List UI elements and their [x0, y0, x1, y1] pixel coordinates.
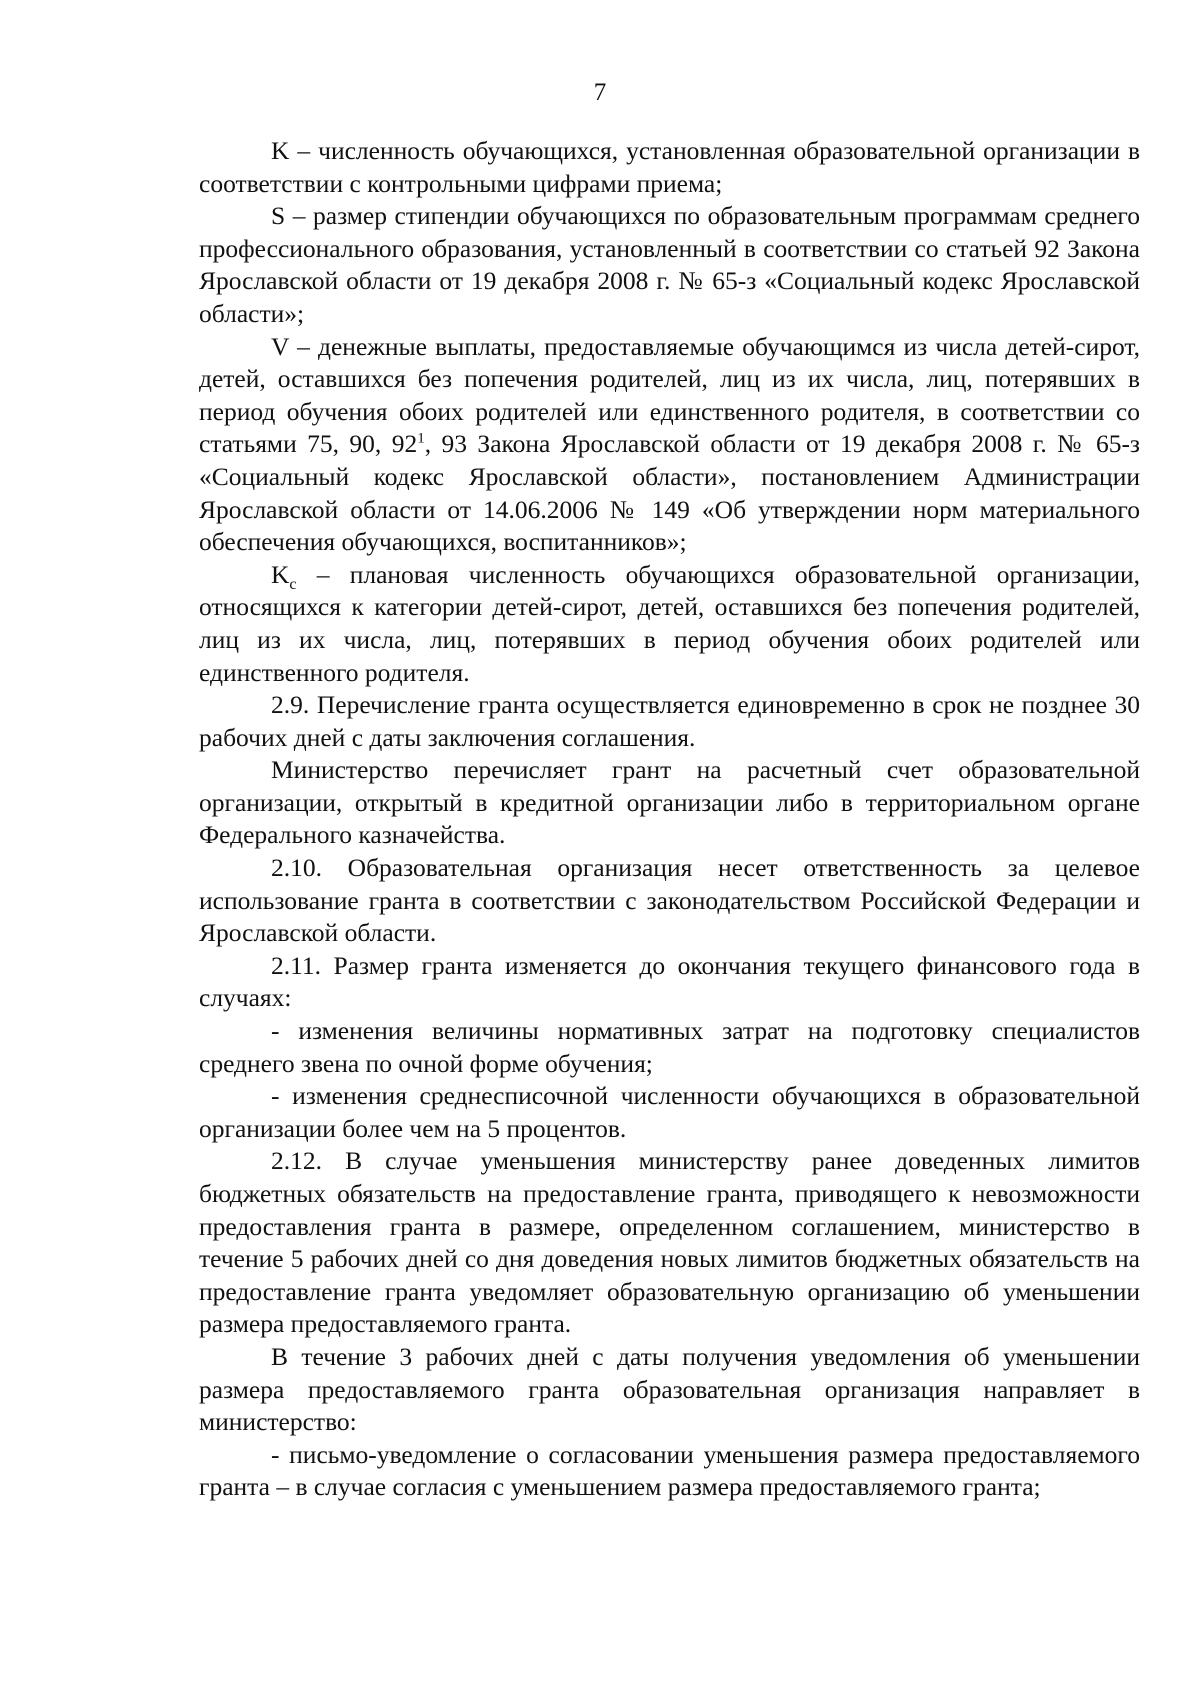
superscript: 1	[417, 430, 425, 447]
paragraph-text: K – численность обучающихся, установленная образовательной организации в соответствии с контрольными цифрами приема;	[199, 136, 1140, 198]
paragraph-text: - изменения величины нормативных затрат на подготовку специалистов среднего звена по очной форме обучения;	[199, 1016, 1140, 1078]
paragraph-s-definition	[199, 200, 1140, 330]
paragraph-kc-definition	[199, 559, 1140, 689]
paragraph-2-11	[199, 950, 1140, 1015]
paragraph-2-10	[199, 852, 1140, 950]
paragraph-text: V – денежные выплаты, предоставляемые обучающимся из числа детей-сирот, детей, оставшихся без попечения родителей, лиц из их числа, лиц, потерявших в период обучения обоих родителей или единственного родителя, в соответствии со статьями 75, 90, 92	[199, 331, 1140, 459]
paragraph-2-9	[199, 689, 1140, 754]
paragraph-text: 2.10. Образовательная организация несет ответственность за целевое использование гранта в соответствии с законодательством Российской Федерации и Ярославской области.	[199, 853, 1140, 948]
paragraph-text: S – размер стипендии обучающихся по образовательным программам среднего профессионального образования, установленный в соответствии со статьей 92 Закона Ярославской области от 19 декабря 2008 г. № 65-з «Социальный кодекс Ярославской области»;	[199, 201, 1140, 328]
paragraph-text: K	[271, 559, 290, 589]
paragraph-text: - письмо-уведомление о согласовании уменьшения размера предоставляемого гранта – в случае согласия с уменьшением размера предоставляемого гранта;	[199, 1439, 1140, 1502]
list-item-student-count	[199, 1080, 1140, 1145]
paragraph-text: – плановая численность обучающихся образовательной организации, относящихся к категории детей-сирот, детей, оставшихся без попечения родителей, лиц из их числа, лиц, потерявших в период обучения обоих родителей или единственного родителя.	[199, 559, 1140, 687]
paragraph-notification-period	[199, 1341, 1140, 1439]
paragraph-text: Министерство перечисляет грант на расчетный счет образовательной организации, открытый в кредитной организации либо в территориальном органе Федерального казначейства.	[199, 755, 1140, 850]
paragraph-text: В течение 3 рабочих дней с даты получения уведомления об уменьшении размера предоставляемого гранта образовательная организация направляет в министерство:	[199, 1341, 1140, 1437]
paragraph-v-definition	[199, 331, 1140, 559]
paragraph-text: 2.11. Размер гранта изменяется до окончания текущего финансового года в случаях:	[199, 950, 1140, 1013]
paragraph-text: , 93 Закона Ярославской области от 19 декабря 2008 г. № 65-з «Социальный кодекс Ярославской области», постановлением Администрации Ярославской области от 14.06.2006 № 149 «Об утверждении норм материального обеспечения обучающихся, воспитанников»;	[199, 429, 1141, 557]
paragraph-text: 2.9. Перечисление гранта осуществляется единовременно в срок не позднее 30 рабочих дней с даты заключения соглашения.	[199, 690, 1140, 752]
paragraph-ministry-transfer	[199, 754, 1140, 852]
paragraph-2-12	[199, 1145, 1140, 1341]
paragraph-text: 2.12. В случае уменьшения министерству ранее доведенных лимитов бюджетных обязательств на предоставление гранта, приводящего к невозможности предоставления гранта в размере, определенном соглашением, министерство в течение 5 рабочих дней со дня доведения новых лимитов бюджетных обязательств на предоставление гранта уведомляет образовательную организацию об уменьшении размера предоставляемого гранта.	[199, 1146, 1140, 1339]
list-item-normative-costs	[199, 1015, 1140, 1080]
subscript: с	[289, 575, 297, 593]
page-number: 7	[593, 79, 607, 106]
document-body	[199, 135, 1140, 1504]
paragraph-k-definition	[199, 135, 1140, 200]
paragraph-text: - изменения среднесписочной численности обучающихся в образовательной организации более чем на 5 процентов.	[199, 1081, 1140, 1143]
list-item-consent-letter	[199, 1439, 1140, 1504]
